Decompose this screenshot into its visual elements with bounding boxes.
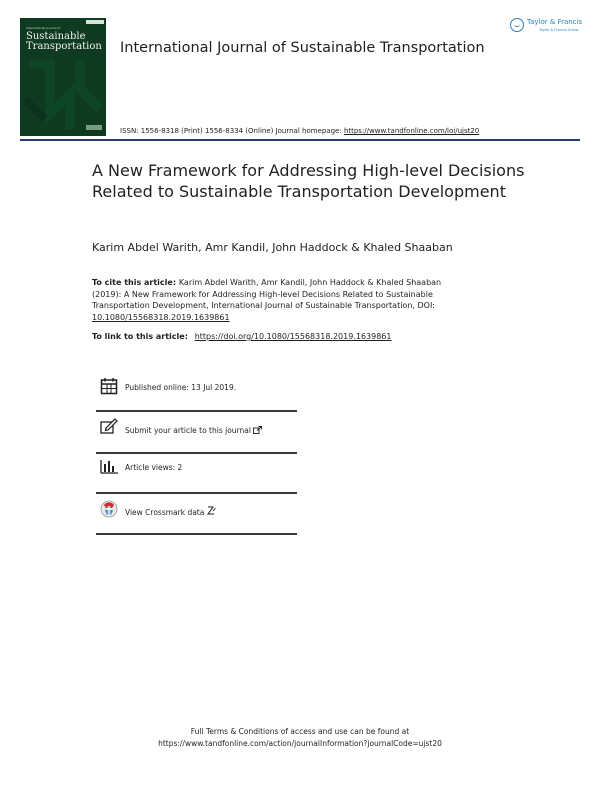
issn-line bbox=[120, 127, 479, 135]
article-doi-link[interactable]: https://doi.org/10.1080/15568318.2019.1639861 bbox=[194, 332, 392, 341]
issn-text: ISSN: 1556-8318 (Print) 1556-8334 (Online) Journal homepage: bbox=[120, 127, 344, 135]
crossmark-external-icon bbox=[207, 506, 216, 515]
citation-label: To cite this article: bbox=[92, 278, 179, 287]
info-divider bbox=[96, 452, 297, 454]
article-title: A New Framework for Addressing High-level Decisions Related to Sustainable Transportation Development bbox=[92, 161, 525, 201]
citation-text: Karim Abdel Warith, Amr Kandil, John Haddock & Khaled Shaaban (2019): A New Framework for Addressing High-level Decisions Related to Sustainable Transportation Development, International Journal of Sustainable Transportation, DOI: bbox=[92, 278, 442, 310]
footer bbox=[0, 726, 600, 749]
citation-block bbox=[92, 277, 472, 323]
cover-title: Sustainable Transportation bbox=[26, 31, 102, 52]
publisher-tagline: Taylor & Francis Group bbox=[539, 28, 579, 32]
header-divider bbox=[20, 139, 580, 141]
crossmark-text: View Crossmark data bbox=[125, 508, 205, 517]
publisher-name: Taylor & Francis bbox=[527, 18, 583, 26]
article-views-text: Article views: 2 bbox=[125, 463, 183, 472]
published-online-text: Published online: 13 Jul 2019. bbox=[125, 383, 237, 392]
publisher-logo-icon bbox=[510, 18, 524, 32]
article-link-label: To link to this article: bbox=[92, 332, 191, 341]
article-authors: Karim Abdel Warith, Amr Kandil, John Haddock & Khaled Shaaban bbox=[92, 241, 453, 254]
cover-publisher-mark bbox=[86, 125, 102, 130]
cover-subtitle: International Journal of bbox=[26, 26, 61, 30]
citation-doi-link[interactable]: 10.1080/15568318.2019.1639861 bbox=[92, 312, 230, 322]
crossmark-link[interactable] bbox=[125, 506, 216, 517]
cover-corner-label bbox=[86, 20, 104, 24]
submit-article-link[interactable] bbox=[125, 426, 262, 435]
journal-cover-image bbox=[20, 18, 106, 136]
journal-homepage-link[interactable]: https://www.tandfonline.com/loi/ujst20 bbox=[343, 127, 480, 135]
edit-icon bbox=[100, 418, 118, 434]
submit-article-text: Submit your article to this journal bbox=[125, 426, 251, 435]
info-divider bbox=[96, 492, 297, 494]
publisher-logo[interactable] bbox=[510, 16, 586, 36]
crossmark-row[interactable] bbox=[96, 500, 297, 550]
footer-terms-link[interactable]: https://www.tandfonline.com/action/journalInformation?journalCode=ujst20 bbox=[158, 738, 442, 748]
info-divider bbox=[96, 410, 297, 412]
journal-title: International Journal of Sustainable Transportation bbox=[120, 40, 485, 56]
footer-terms-text: Full Terms & Conditions of access and use can be found at bbox=[190, 727, 410, 736]
crossmark-icon bbox=[100, 500, 118, 522]
cover-graphic bbox=[20, 54, 106, 136]
calendar-icon bbox=[100, 377, 118, 395]
bar-chart-icon bbox=[100, 460, 118, 474]
article-link-line bbox=[92, 332, 392, 341]
info-divider bbox=[96, 533, 297, 535]
external-link-icon bbox=[253, 426, 262, 434]
